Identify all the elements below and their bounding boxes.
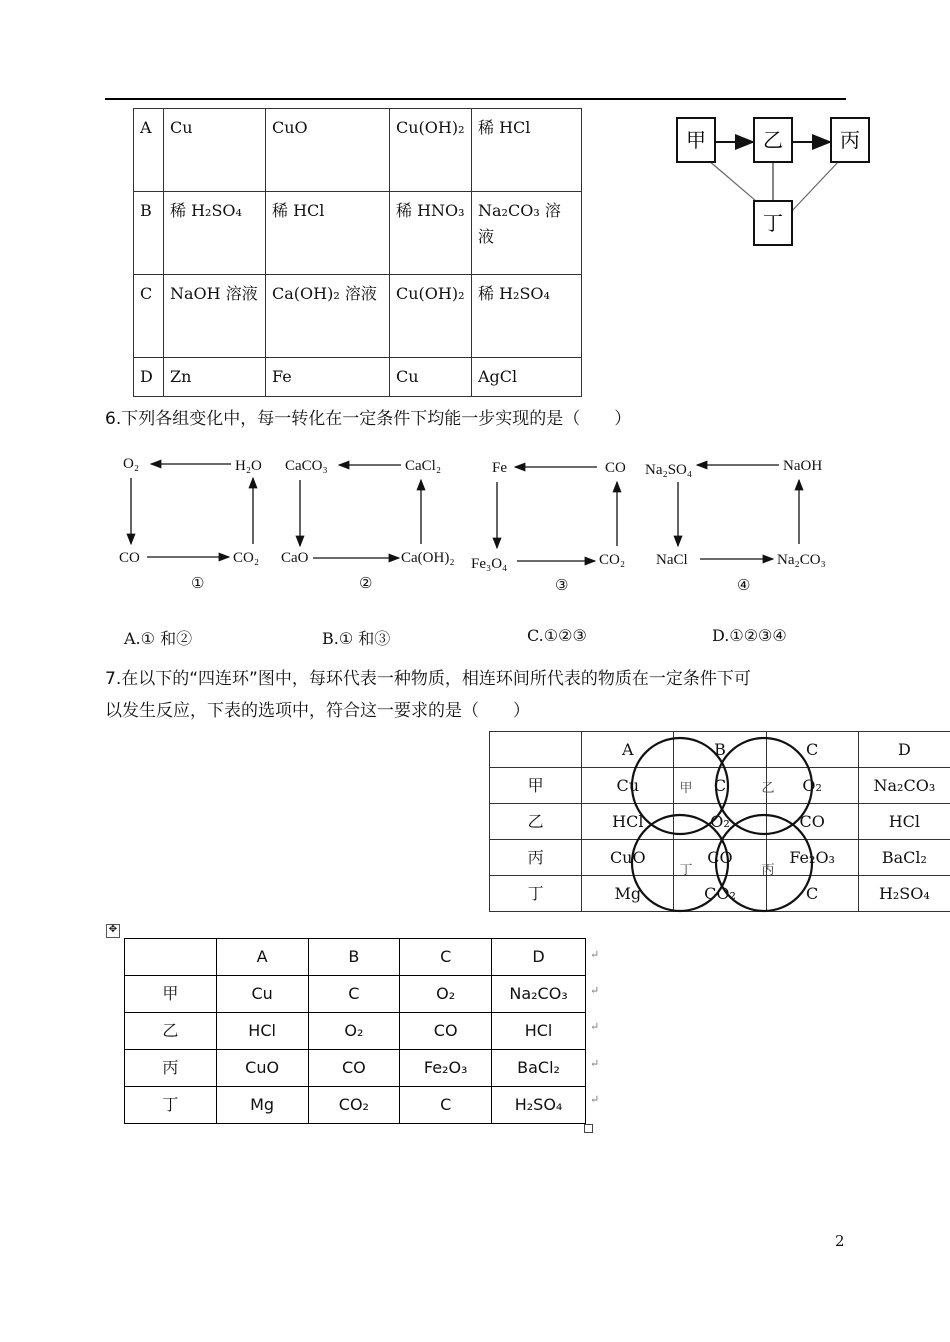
row-end-mark-icon: ↵ [590,1093,600,1106]
table-row: 乙 HCl O₂ CO HCl [125,1013,586,1050]
table-row: 甲 Cu C O₂ Na₂CO₃ [490,768,950,804]
table-row: 丙 CuO CO Fe₂O₃ BaCl₂ [490,840,950,876]
cell: D [134,358,164,397]
option-b[interactable]: B.① 和③ [322,629,391,648]
g4-br: Na₂CO₃ [777,552,826,568]
g1-bl: CO [119,550,140,566]
table-row: A B C D [490,732,950,768]
row-end-mark-icon: ↵ [590,984,600,997]
row-end-mark-icon: ↵ [590,1057,600,1070]
table-row [134,358,582,397]
header-rule [105,98,846,100]
q5-relation-diagram [670,108,880,253]
table-row [134,192,582,275]
row-end-mark-icon: ↵ [590,1020,600,1033]
g4-label: ④ [737,578,751,594]
q6-group-4 [645,458,826,594]
q6-diagrams [105,448,865,608]
node-yi: 乙 [763,128,783,152]
cell: 稀 H₂SO₄ [164,192,266,275]
q7-table-copy [124,938,586,1124]
q7-text-line1: 7.在以下的“四连环”图中，每环代表一种物质，相连环间所代表的物质在一定条件下可 [105,669,751,689]
g1-tl: O₂ [123,456,140,472]
four-rings-diagram [620,730,840,930]
ring-label-bing: 丙 [761,863,775,878]
cell: Cu [390,358,472,397]
g4-tr: NaOH [783,458,823,474]
table-row [134,275,582,358]
table-move-handle-icon[interactable]: ✥ [106,924,120,938]
q6-group-2 [281,458,455,592]
q6-text: 6.下列各组变化中，每一转化在一定条件下均能一步实现的是（ ） [105,409,632,429]
table-row: 甲 Cu C O₂ Na₂CO₃ [125,976,586,1013]
g3-br: CO₂ [599,552,626,568]
node-bing: 丙 [840,128,860,152]
cell: 稀 HNO₃ [390,192,472,275]
table-row [134,109,582,192]
cell: Cu(OH)₂ [390,109,472,192]
g3-label: ③ [555,578,569,594]
g3-bl: Fe₃O₄ [471,556,508,572]
q6-group-1 [119,456,262,592]
cell: Cu(OH)₂ [390,275,472,358]
cell: NaOH 溶液 [164,275,266,358]
cell: CuO [266,109,390,192]
g3-tr: CO [605,460,626,476]
q5-table [133,108,582,397]
g2-label: ② [359,576,373,592]
cell: 稀 HCl [266,192,390,275]
ring-label-ding: 丁 [679,863,693,878]
g4-tl: Na₂SO₄ [645,462,693,478]
g2-bl: CaO [281,550,309,566]
g4-bl: NaCl [656,552,688,568]
ring-label-jia: 甲 [679,781,693,796]
option-a[interactable]: A.① 和② [124,629,193,648]
page-number: 2 [835,1232,845,1250]
q7-text-line2: 以发生反应，下表的选项中，符合这一要求的是（ ） [105,701,530,721]
cell: Na₂CO₃ 溶液 [472,192,582,275]
cell: Fe [266,358,390,397]
g3-tl: Fe [492,460,507,476]
q6-group-3 [471,460,626,594]
table-row: 丙 CuO CO Fe₂O₃ BaCl₂ [125,1050,586,1087]
g1-label: ① [191,576,205,592]
cell: B [134,192,164,275]
table-row: A B C D [125,939,586,976]
node-jia: 甲 [686,128,706,152]
option-d[interactable]: D.①②③④ [712,626,787,645]
table-row: 丁 Mg CO₂ C H₂SO₄ [490,876,950,912]
g1-br: CO₂ [233,550,260,566]
g1-tr: H₂O [235,458,262,474]
cell: C [134,275,164,358]
ring-label-yi: 乙 [761,781,775,796]
cell: 稀 HCl [472,109,582,192]
g2-tr: CaCl₂ [405,458,442,474]
cell: AgCl [472,358,582,397]
node-ding: 丁 [763,211,783,235]
table-resize-handle-icon[interactable] [584,1124,593,1133]
cell: Ca(OH)₂ 溶液 [266,275,390,358]
cell: Cu [164,109,266,192]
cell: 稀 H₂SO₄ [472,275,582,358]
g2-br: Ca(OH)₂ [401,550,455,566]
g2-tl: CaCO₃ [285,458,328,474]
option-c[interactable]: C.①②③ [527,626,587,645]
table-row: 丁 Mg CO₂ C H₂SO₄ [125,1087,586,1124]
cell: Zn [164,358,266,397]
row-end-mark-icon: ↵ [590,948,600,961]
table-row: 乙 HCl O₂ CO HCl [490,804,950,840]
cell: A [134,109,164,192]
